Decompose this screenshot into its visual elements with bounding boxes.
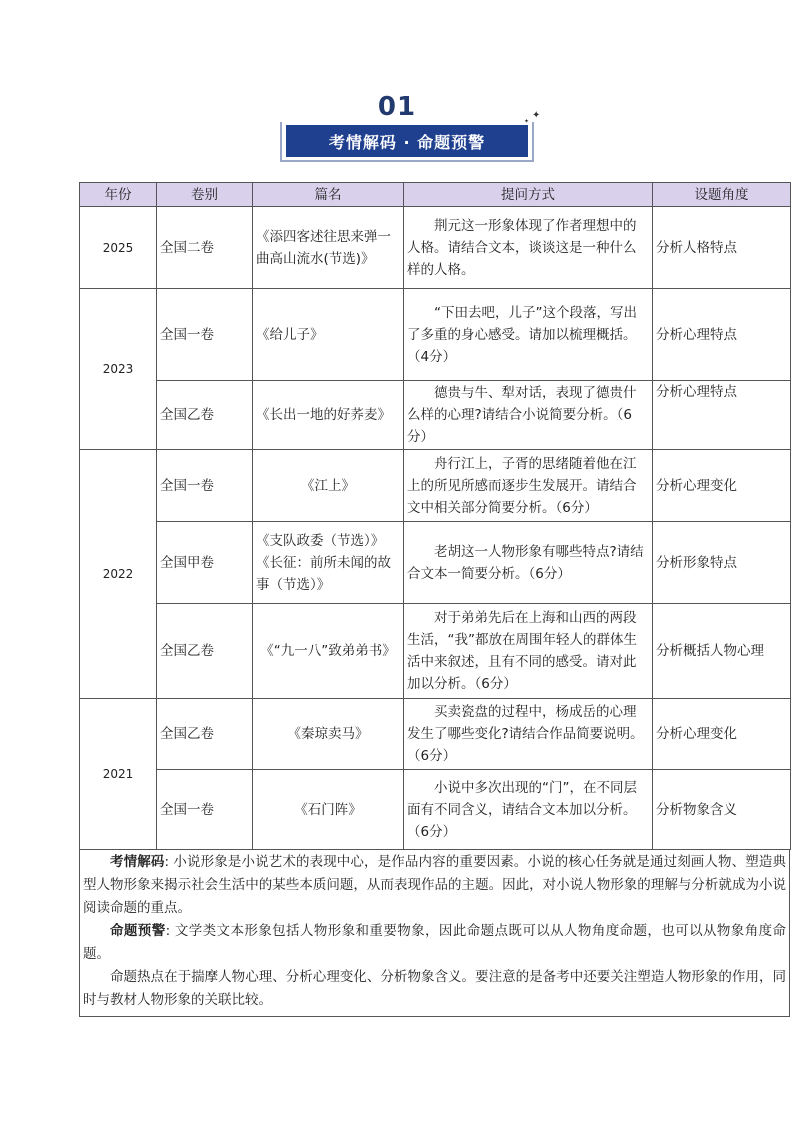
angle-cell: 分析心理特点 xyxy=(653,289,791,381)
angle-cell: 分析心理特点 xyxy=(653,381,791,450)
notes-label-2: 命题预警 xyxy=(110,923,166,939)
year-cell: 2025 xyxy=(80,207,157,289)
table-row xyxy=(80,604,791,699)
title-cell: 《给儿子》 xyxy=(253,289,404,381)
table-header-row xyxy=(80,183,791,207)
sparkle-small-icon: ✦ xyxy=(524,118,530,125)
table-row xyxy=(80,207,791,289)
notes-paragraph-3: 命题热点在于揣摩人物心理、分析心理变化、分析物象含义。要注意的是备考中还要关注塑造人物形象的作用，同时与教材人物形象的关联比较。 xyxy=(83,969,786,1008)
angle-cell: 分析心理变化 xyxy=(653,450,791,522)
table-row xyxy=(80,770,791,850)
table-row xyxy=(80,450,791,522)
title-cell: 《“九一八”致弟弟书》 xyxy=(253,604,404,699)
angle-cell: 分析概括人物心理 xyxy=(653,604,791,699)
header-angle: 设题角度 xyxy=(653,183,791,207)
notes-text-2: : 文学类文本形象包括人物形象和重要物象，因此命题点既可以从人物角度命题，也可以从物象角度命题。 xyxy=(83,923,787,962)
notes-paragraph-2 xyxy=(83,920,786,966)
title-cell: 《长出一地的好荞麦》 xyxy=(253,381,404,450)
question-cell: “下田去吧，儿子”这个段落，写出了多重的身心感受。请加以梳理概括。（4分） xyxy=(404,289,653,381)
paper-cell: 全国一卷 xyxy=(157,289,253,381)
table-row xyxy=(80,522,791,604)
header-paper: 卷别 xyxy=(157,183,253,207)
exam-table xyxy=(79,182,791,850)
question-cell: 对于弟弟先后在上海和山西的两段生活，“我”都放在周围年轻人的群体生活中来叙述，且有不同的感受。请对此加以分析。（6分） xyxy=(404,604,653,699)
year-cell: 2021 xyxy=(80,699,157,850)
header-question: 提问方式 xyxy=(404,183,653,207)
section-number: 01 xyxy=(377,92,417,122)
paper-cell: 全国乙卷 xyxy=(157,604,253,699)
question-cell: 德贵与牛、犁对话，表现了德贵什么样的心理?请结合小说简要分析。（6分） xyxy=(404,381,653,450)
table-row xyxy=(80,381,791,450)
angle-cell: 分析形象特点 xyxy=(653,522,791,604)
title-cell: 《石门阵》 xyxy=(253,770,404,850)
sparkle-icon: ✦ xyxy=(532,110,541,121)
angle-cell: 分析心理变化 xyxy=(653,699,791,770)
paper-cell: 全国乙卷 xyxy=(157,699,253,770)
question-cell: 老胡这一人物形象有哪些特点?请结合文本一简要分析。（6分） xyxy=(404,522,653,604)
title-cell: 《江上》 xyxy=(253,450,404,522)
title-cell: 《添四客述往思来弹一曲高山流水(节选)》 xyxy=(253,207,404,289)
analysis-notes xyxy=(79,849,790,1017)
table-row xyxy=(80,699,791,770)
title-cell: 《支队政委（节选）》《长征：前所未闻的故事（节选）》 xyxy=(253,522,404,604)
question-cell: 荆元这一形象体现了作者理想中的人格。请结合文本，谈谈这是一种什么样的人格。 xyxy=(404,207,653,289)
section-banner xyxy=(280,110,541,164)
banner-title: 考情解码 · 命题预警 xyxy=(286,125,528,157)
paper-cell: 全国一卷 xyxy=(157,450,253,522)
paper-cell: 全国甲卷 xyxy=(157,522,253,604)
question-cell: 舟行江上，子胥的思绪随着他在江上的所见所感而逐步生发展开。请结合文中相关部分简要分析。（6分） xyxy=(404,450,653,522)
notes-text-1: : 小说形象是小说艺术的表现中心，是作品内容的重要因素。小说的核心任务就是通过刻画人物、塑造典型人物形象来揭示社会生活中的某些本质问题，从而表现作品的主题。因此，对小说人物形象的理解与分析就成为小说阅读命题的重点。 xyxy=(83,854,787,916)
question-cell: 小说中多次出现的“门”，在不同层面有不同含义，请结合文本加以分析。（6分） xyxy=(404,770,653,850)
year-cell: 2022 xyxy=(80,450,157,699)
question-cell: 买卖瓷盘的过程中，杨成岳的心理发生了哪些变化?请结合作品简要说明。（6分） xyxy=(404,699,653,770)
header-year: 年份 xyxy=(80,183,157,207)
title-cell: 《秦琼卖马》 xyxy=(253,699,404,770)
table-row xyxy=(80,289,791,381)
year-cell: 2023 xyxy=(80,289,157,450)
paper-cell: 全国乙卷 xyxy=(157,381,253,450)
header-title: 篇名 xyxy=(253,183,404,207)
angle-cell: 分析物象含义 xyxy=(653,770,791,850)
notes-label-1: 考情解码 xyxy=(110,854,165,870)
paper-cell: 全国一卷 xyxy=(157,770,253,850)
notes-paragraph-1 xyxy=(83,851,786,920)
angle-cell: 分析人格特点 xyxy=(653,207,791,289)
paper-cell: 全国二卷 xyxy=(157,207,253,289)
